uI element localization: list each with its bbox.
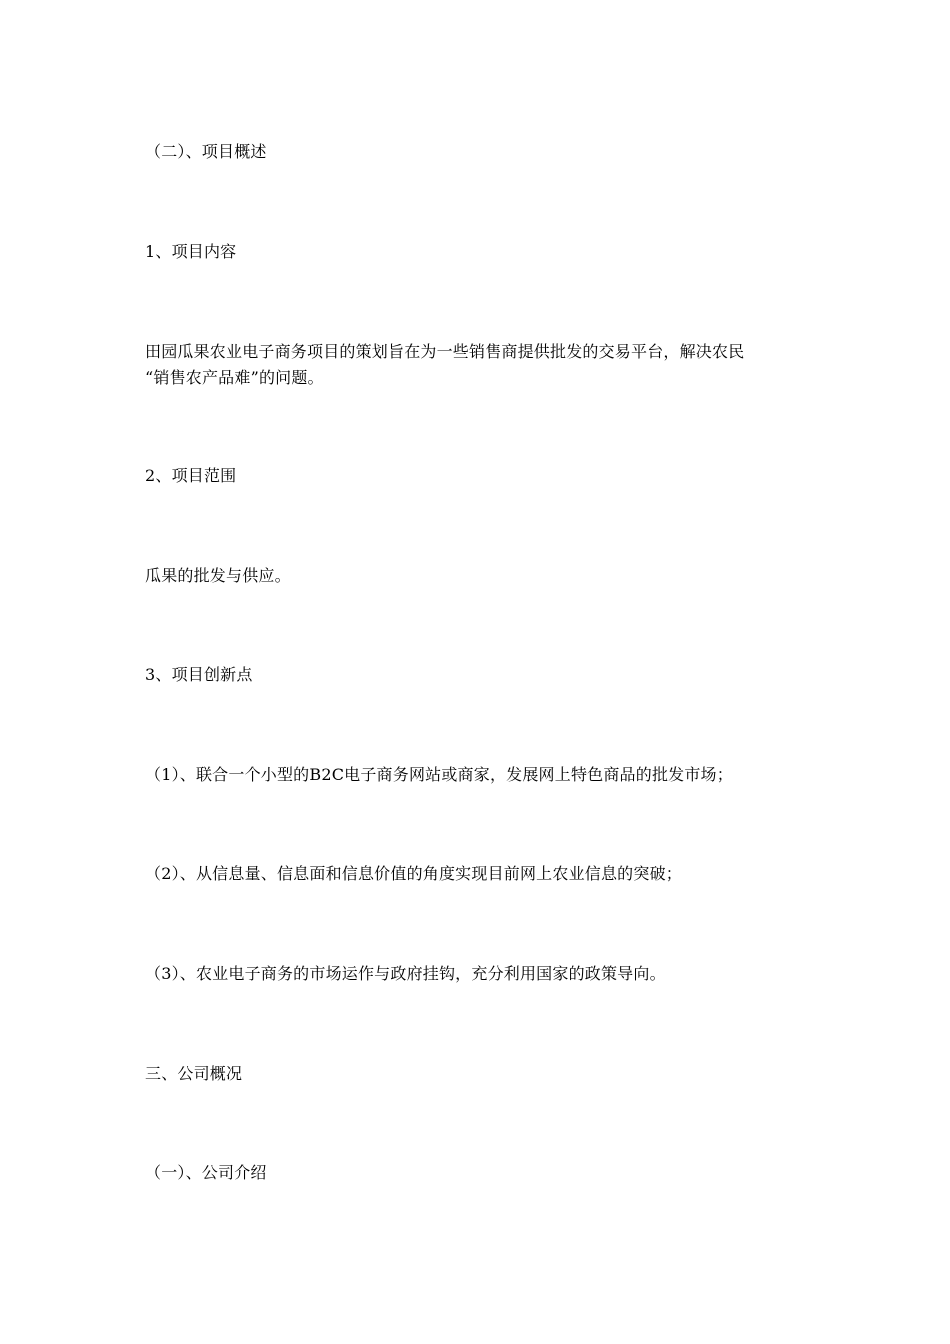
section3-heading: 三、公司概况 [145, 1064, 243, 1083]
innovation-point-1: （1）、联合一个小型的B2C电子商务网站或商家，发展网上特色商品的批发市场； [145, 765, 733, 784]
section3-sub1-heading: （一）、公司介绍 [145, 1163, 267, 1182]
section-overview-heading: （二）、项目概述 [145, 142, 267, 161]
item1-body-line1: 田园瓜果农业电子商务项目的策划旨在为一些销售商提供批发的交易平台，解决农民 [145, 342, 745, 361]
item2-heading: 2、项目范围 [145, 466, 237, 485]
item3-heading: 3、项目创新点 [145, 665, 253, 684]
item1-heading: 1、项目内容 [145, 242, 237, 261]
innovation-point-3: （3）、农业电子商务的市场运作与政府挂钩，充分利用国家的政策导向。 [145, 964, 666, 983]
item1-body-line2: “销售农产品难”的问题。 [145, 368, 324, 387]
innovation-point-2: （2）、从信息量、信息面和信息价值的角度实现目前网上农业信息的突破； [145, 864, 682, 883]
item2-body: 瓜果的批发与供应。 [145, 566, 291, 585]
